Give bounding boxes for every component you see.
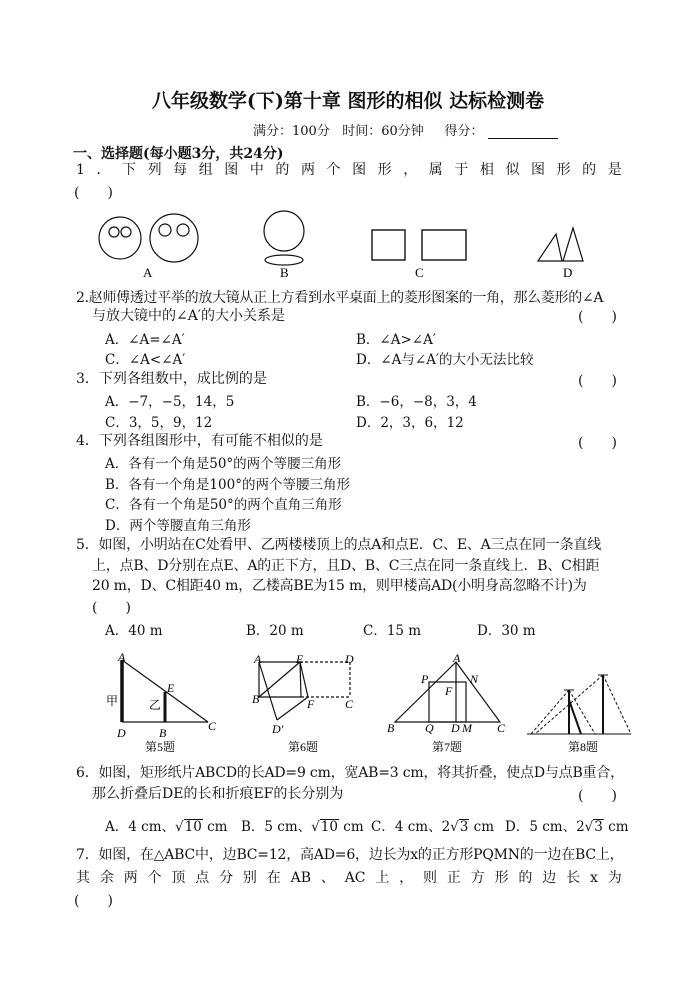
q7-line2-char: 其 xyxy=(76,870,90,886)
q1-stem-char: 中 xyxy=(249,162,264,178)
fig7-caption: 第7题 xyxy=(432,740,463,754)
q5-answer-paren[interactable]: ( ) xyxy=(92,600,131,616)
q1-stem-char: 列 xyxy=(147,162,162,178)
q1-stem-char: 似 xyxy=(505,162,520,178)
q2-line2: 与放大镜中的∠A′的大小关系是 xyxy=(92,308,286,324)
q1-stem-char: 两 xyxy=(300,162,315,178)
q7-line2-char: 个 xyxy=(147,870,162,886)
q1-stem-char: ． xyxy=(96,162,111,178)
q5-line3: 20 m，D、C相距40 m，乙楼高BE为15 m，则甲楼高AD(小明身高忽略不计)为 xyxy=(92,578,587,594)
q1-answer-paren[interactable]: ( ) xyxy=(74,185,113,201)
q7-answer-paren[interactable]: ( ) xyxy=(74,893,113,909)
q3-answer-paren[interactable]: ( ) xyxy=(578,373,617,389)
q7-line2-char: 顶 xyxy=(171,870,186,886)
exam-meta xyxy=(253,120,558,139)
q1-figure-c xyxy=(372,230,466,260)
q7-line2-char: 在 xyxy=(266,870,281,886)
fig7-label-n: N xyxy=(470,672,479,686)
fig6-label-f: F xyxy=(307,697,315,711)
q1-stem-char: 图 xyxy=(352,162,367,178)
q4-option-d[interactable]: D．两个等腰直角三角形 xyxy=(105,518,251,534)
q1-stem-char: 形 xyxy=(377,162,392,178)
q1-label-d: D xyxy=(563,265,573,280)
fig5-label-b: B xyxy=(159,726,167,740)
q6-option-d[interactable]: D．5 cm、2√3 cm xyxy=(505,819,629,835)
q1-stem-char: 每 xyxy=(173,162,188,178)
fig6-caption: 第6题 xyxy=(288,740,319,754)
fig7-label-a: A xyxy=(453,651,461,665)
fig7-label-p: P xyxy=(421,672,429,686)
q1-stem-char: 形 xyxy=(556,162,571,178)
q3-option-d[interactable]: D．2，3，6，12 xyxy=(356,415,464,431)
fig5-diagram xyxy=(122,660,208,722)
q1-stem-char: ， xyxy=(403,162,418,178)
q1-stem-char: 下 xyxy=(122,162,137,178)
q6-option-b[interactable]: B．5 cm、√10 cm xyxy=(241,819,364,835)
q6-line1: 6．如图，矩形纸片ABCD的长AD=9 cm，宽AB=3 cm，将其折叠，使点D与点B重合， xyxy=(76,765,624,781)
q5-option-d[interactable]: D．30 m xyxy=(477,623,536,639)
q4-option-a[interactable]: A．各有一个角是50°的两个等腰三角形 xyxy=(105,456,342,472)
fig7-label-q: Q xyxy=(425,721,434,735)
page-title: 八年级数学(下)第十章 图形的相似 达标检测卷 xyxy=(151,90,545,112)
q7-line2-char: 别 xyxy=(242,870,257,886)
q1-stem-char: 图 xyxy=(224,162,239,178)
q3-option-a[interactable]: A．−7，−5，14，5 xyxy=(105,394,235,410)
q6-b-post: cm xyxy=(338,819,364,835)
q2-answer-paren[interactable]: ( ) xyxy=(578,309,617,325)
q6-b-pre: B．5 cm、 xyxy=(241,819,312,835)
q3-stem: 3．下列各组数中，成比例的是 xyxy=(76,371,267,387)
fig6-label-a: A xyxy=(254,652,262,666)
q1-label-b: B xyxy=(280,265,289,280)
q2-option-a[interactable]: A．∠A=∠A′ xyxy=(105,332,185,348)
fig5-label-a: A xyxy=(118,650,126,664)
q3-option-c[interactable]: C．3，5，9，12 xyxy=(105,415,213,431)
q6-answer-paren[interactable]: ( ) xyxy=(578,788,617,804)
q1-label-a: A xyxy=(143,265,153,280)
time-limit: 时间：60分钟 xyxy=(342,124,424,139)
q6-a-post: cm xyxy=(202,819,228,835)
q7-line2-char: 上 xyxy=(375,870,390,886)
q7-line2-char: ， xyxy=(399,870,414,886)
fig7-label-m: M xyxy=(462,721,472,735)
q5-option-c[interactable]: C．15 m xyxy=(363,623,422,639)
fig5-label-yi: 乙 xyxy=(149,698,162,712)
fig8-caption: 第8题 xyxy=(568,740,599,754)
q4-answer-paren[interactable]: ( ) xyxy=(578,435,617,451)
q1-stem-char: 的 xyxy=(275,162,290,178)
fig6-label-d: D xyxy=(345,652,354,666)
q7-line2-char: 为 xyxy=(607,870,622,886)
fig6-label-b: B xyxy=(252,692,260,706)
q1-stem-char: 图 xyxy=(531,162,546,178)
q6-c-post: cm xyxy=(469,819,495,835)
q2-option-b[interactable]: B．∠A>∠A′ xyxy=(356,332,436,348)
q1-figure-a xyxy=(99,214,198,262)
q6-a-pre: A．4 cm、 xyxy=(105,819,175,835)
q2-line1: 2.赵师傅透过平举的放大镜从正上方看到水平桌面上的菱形图案的一角，那么菱形的∠A xyxy=(76,290,604,306)
fig7-label-b: B xyxy=(387,721,395,735)
q4-stem: 4．下列各组图形中，有可能不相似的是 xyxy=(76,433,323,449)
q6-d-coef: 2 xyxy=(576,819,585,835)
q1-stem-char: 的 xyxy=(582,162,597,178)
q2-option-c[interactable]: C．∠A<∠A′ xyxy=(105,352,186,368)
q6-option-c[interactable]: C．4 cm、2√3 cm xyxy=(371,819,495,835)
fig5-label-d: D xyxy=(117,726,126,740)
figures-row xyxy=(95,645,635,760)
fig6-label-e: E xyxy=(296,652,304,666)
q4-option-c[interactable]: C．各有一个角是50°的两个直角三角形 xyxy=(105,497,342,513)
q1-figure-b xyxy=(264,211,304,265)
q6-b-rad: 10 xyxy=(320,819,338,835)
q7-line2-char: 长 xyxy=(566,870,581,886)
fig6-label-dprime: D′ xyxy=(272,722,284,736)
score-blank[interactable] xyxy=(488,124,558,139)
q1-figures xyxy=(90,200,610,280)
q7-line2-char: 边 xyxy=(542,870,557,886)
fig6-label-c: C xyxy=(345,697,354,711)
fig6-diagram xyxy=(259,662,350,720)
q3-option-b[interactable]: B．−6，−8，3，4 xyxy=(356,394,477,410)
q7-line2 xyxy=(76,868,622,888)
q7-line2-char: 形 xyxy=(494,870,509,886)
q7-line2-char: 的 xyxy=(518,870,533,886)
q1-stem-char: 个 xyxy=(326,162,341,178)
q1-stem-char: 于 xyxy=(454,162,469,178)
q1-label-c: C xyxy=(415,265,424,280)
q6-line2: 那么折叠后DE的长和折痕EF的长分别为 xyxy=(92,786,344,802)
q7-line2-char: 余 xyxy=(99,870,114,886)
fig7-label-c: C xyxy=(497,721,506,735)
fig5-label-jia: 甲 xyxy=(106,694,119,708)
q7-line2-char: 点 xyxy=(195,870,210,886)
q7-line2-char: 则 xyxy=(423,870,438,886)
q6-a-rad: 10 xyxy=(184,819,202,835)
q5-line1: 5．如图，小明站在C处看甲、乙两楼楼顶上的点A和点E．C、E、A三点在同一条直线 xyxy=(76,537,601,553)
q7-line2-char: 正 xyxy=(446,870,461,886)
q7-line2-char: 分 xyxy=(219,870,234,886)
fig8-diagram xyxy=(527,675,631,734)
fig5-label-e: E xyxy=(167,681,175,695)
q7-line2-char: 方 xyxy=(470,870,485,886)
q7-line2-char: AC xyxy=(344,870,366,886)
fig7-label-d: D xyxy=(451,721,460,735)
q1-stem xyxy=(76,160,622,180)
section-heading: 一、选择题(每小题3分，共24分) xyxy=(73,146,284,162)
q1-stem-char: 相 xyxy=(479,162,494,178)
q7-line2-char: 、 xyxy=(320,870,335,886)
q1-stem-char: 属 xyxy=(428,162,443,178)
fig5-caption: 第5题 xyxy=(145,740,176,754)
q6-option-a[interactable]: A．4 cm、√10 cm xyxy=(105,819,228,835)
q1-stem-char: 组 xyxy=(198,162,213,178)
q5-line2: 上，点B、D分别在点E、A的正下方，且D、B、C三点在同一条直线上．B、C相距 xyxy=(92,558,600,574)
full-marks: 满分：100分 xyxy=(253,124,330,139)
q7-line1: 7．如图，在△ABC中，边BC=12，高AD=6，边长为x的正方形PQMN的一边在BC上， xyxy=(76,847,624,863)
q6-c-pre: C．4 cm、 xyxy=(371,819,442,835)
q6-d-pre: D．5 cm、 xyxy=(505,819,577,835)
q7-line2-char: x xyxy=(589,870,598,886)
q6-c-rad: 3 xyxy=(459,819,469,835)
q6-c-coef: 2 xyxy=(441,819,451,835)
fig7-label-f: F xyxy=(445,684,453,698)
q1-figure-d xyxy=(538,228,583,261)
q7-line2-char: 两 xyxy=(123,870,138,886)
q6-d-rad: 3 xyxy=(594,819,603,835)
q7-line2-char: AB xyxy=(290,870,311,886)
q4-option-b[interactable]: B．各有一个角是100°的两个等腰三角形 xyxy=(105,477,350,493)
score-label: 得分： xyxy=(444,124,484,139)
q5-option-a[interactable]: A．40 m xyxy=(105,623,163,639)
q2-option-d[interactable]: D．∠A与∠A′的大小无法比较 xyxy=(356,352,534,368)
q6-d-post: cm xyxy=(603,819,629,835)
q5-option-b[interactable]: B．20 m xyxy=(246,623,304,639)
q1-stem-char: 是 xyxy=(607,162,622,178)
q1-stem-char: 1 xyxy=(76,162,85,178)
fig5-label-c: C xyxy=(208,719,217,733)
